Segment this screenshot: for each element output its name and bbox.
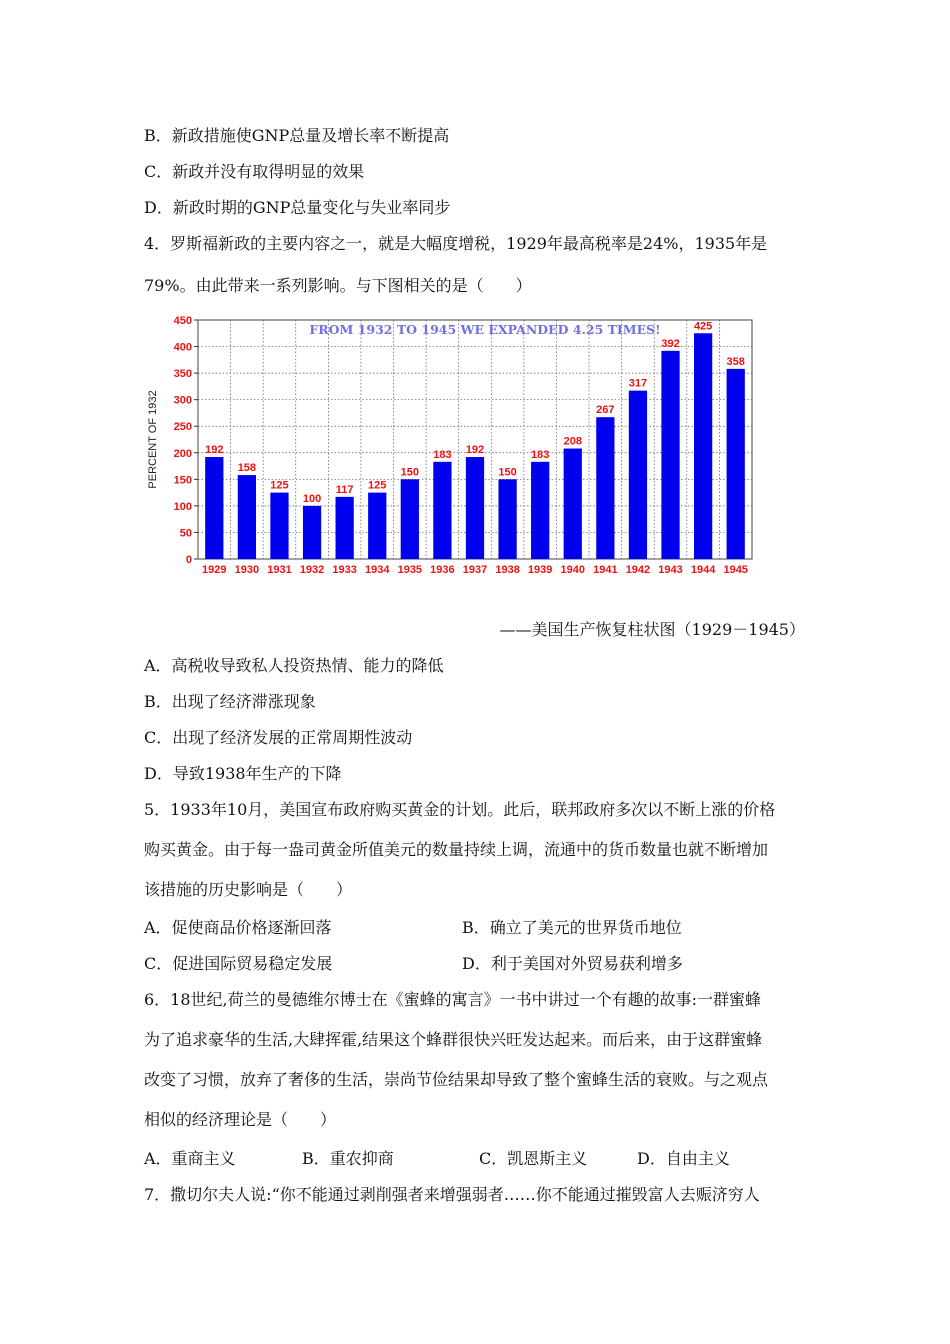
x-tick-label: 1941: [593, 564, 618, 576]
bar-1945: [727, 369, 745, 559]
bar-value-label: 100: [302, 492, 322, 505]
q7-stem-line1: 7．撒切尔夫人说:“你不能通过剥削强者来增强弱者……你不能通过摧毁富人去赈济穷人: [144, 1185, 760, 1204]
bar-value-label: 317: [628, 377, 648, 390]
x-tick-label: 1943: [658, 564, 683, 576]
x-tick-label: 1940: [560, 564, 586, 576]
y-tick-label: 0: [185, 554, 192, 566]
y-tick-label: 350: [173, 368, 192, 381]
q4-stem-line1: 4．罗斯福新政的主要内容之一，就是大幅度增税，1929年最高税率是24%，1935年是: [144, 234, 768, 253]
q6-stem-line3: 改变了习惯，放弃了奢侈的生活，崇尚节俭结果却导致了整个蜜蜂生活的衰败。与之观点: [144, 1070, 769, 1089]
bar-1940: [564, 449, 582, 559]
q4-option-d: D．导致1938年生产的下降: [144, 764, 342, 783]
x-tick-label: 1933: [332, 564, 357, 576]
q4-option-a: A．高税收导致私人投资热情、能力的降低: [144, 656, 444, 675]
q5-option-d: D．利于美国对外贸易获利增多: [462, 954, 683, 973]
y-axis-label: PERCENT OF 1932: [147, 390, 159, 489]
chart-title: FROM 1932 TO 1945 WE EXPANDED 4.25 TIMES!: [309, 322, 661, 337]
x-tick-label: 1939: [527, 564, 553, 576]
y-tick-label: 100: [173, 500, 192, 513]
q3-option-b: B．新政措施使GNP总量及增长率不断提高: [144, 126, 450, 145]
bar-1929: [205, 457, 223, 559]
q3-option-c: C．新政并没有取得明显的效果: [144, 162, 365, 181]
x-tick-label: 1934: [364, 564, 390, 576]
y-tick-label: 400: [173, 341, 192, 354]
bar-value-label: 192: [205, 444, 224, 457]
x-tick-label: 1945: [723, 564, 748, 576]
bar-1944: [694, 333, 712, 559]
q6-stem-line4: 相似的经济理论是（ ）: [144, 1110, 337, 1129]
x-tick-label: 1937: [462, 564, 488, 576]
q5-option-b: B．确立了美元的世界货币地位: [462, 918, 682, 937]
q3-option-d: D．新政时期的GNP总量变化与失业率同步: [144, 198, 451, 217]
q6-stem-line1: 6．18世纪,荷兰的曼德维尔博士在《蜜蜂的寓言》一书中讲过一个有趣的故事:一群蜜蜂: [144, 990, 762, 1009]
q5-option-c: C．促进国际贸易稳定发展: [144, 954, 333, 973]
y-tick-label: 450: [173, 315, 192, 327]
q6-option-b: B．重农抑商: [302, 1149, 394, 1168]
bar-value-label: 117: [335, 483, 354, 496]
y-tick-label: 250: [173, 421, 192, 434]
bar-1933: [336, 497, 354, 559]
bar-value-label: 158: [237, 462, 257, 475]
bar-value-label: 267: [596, 404, 615, 417]
bar-1932: [303, 506, 321, 559]
bar-value-label: 192: [465, 444, 485, 457]
q5-stem-line1: 5．1933年10月，美国宣布政府购买黄金的计划。此后，联邦政府多次以不断上涨的价格: [144, 800, 776, 819]
bar-1942: [629, 391, 647, 559]
chart-caption: ——美国生产恢复柱状图（1929－1945）: [499, 620, 805, 639]
q6-option-d: D．自由主义: [637, 1149, 730, 1168]
x-tick-label: 1932: [299, 564, 325, 576]
y-tick-label: 50: [179, 527, 192, 540]
bar-value-label: 125: [368, 479, 387, 492]
bar-1943: [661, 351, 679, 559]
bar-1937: [466, 457, 484, 559]
bar-1938: [498, 479, 516, 559]
q4-option-b: B．出现了经济滞涨现象: [144, 692, 316, 711]
bar-1930: [238, 475, 256, 559]
bar-1939: [531, 462, 549, 559]
bar-value-label: 392: [661, 337, 680, 350]
y-tick-label: 200: [173, 447, 192, 460]
bar-1936: [433, 462, 451, 559]
bar-value-label: 358: [726, 355, 745, 368]
q5-option-a: A．促使商品价格逐渐回落: [144, 918, 332, 937]
x-tick-label: 1931: [267, 564, 292, 576]
x-tick-label: 1929: [202, 564, 227, 576]
bar-value-label: 183: [433, 448, 452, 461]
q4-stem-line2: 79%。由此带来一系列影响。与下图相关的是（ ）: [144, 276, 532, 295]
production-bar-chart: [140, 306, 780, 578]
x-tick-label: 1935: [397, 564, 423, 576]
bar-1935: [401, 479, 419, 559]
x-tick-label: 1930: [234, 564, 260, 576]
q5-stem-line3: 该措施的历史影响是（ ）: [144, 880, 353, 899]
bar-1931: [270, 493, 288, 559]
bar-value-label: 425: [693, 320, 713, 333]
bar-value-label: 208: [563, 435, 582, 448]
q6-option-c: C．凯恩斯主义: [479, 1149, 588, 1168]
bar-1941: [596, 417, 614, 559]
q6-option-a: A．重商主义: [144, 1149, 236, 1168]
bar-value-label: 150: [498, 466, 517, 479]
y-tick-label: 150: [173, 474, 192, 487]
bar-value-label: 150: [400, 466, 420, 479]
bar-value-label: 183: [530, 448, 550, 461]
x-tick-label: 1938: [495, 564, 520, 576]
x-tick-label: 1936: [430, 564, 455, 576]
x-tick-label: 1944: [690, 564, 716, 576]
q5-stem-line2: 购买黄金。由于每一盎司黄金所值美元的数量持续上调，流通中的货币数量也就不断增加: [144, 840, 769, 859]
q4-option-c: C．出现了经济发展的正常周期性波动: [144, 728, 413, 747]
q6-stem-line2: 为了追求豪华的生活,大肆挥霍,结果这个蜂群很快兴旺发达起来。而后来，由于这群蜜蜂: [144, 1030, 763, 1049]
bar-1934: [368, 493, 386, 559]
x-tick-label: 1942: [625, 564, 651, 576]
y-tick-label: 300: [173, 394, 192, 407]
bar-value-label: 125: [270, 479, 289, 492]
